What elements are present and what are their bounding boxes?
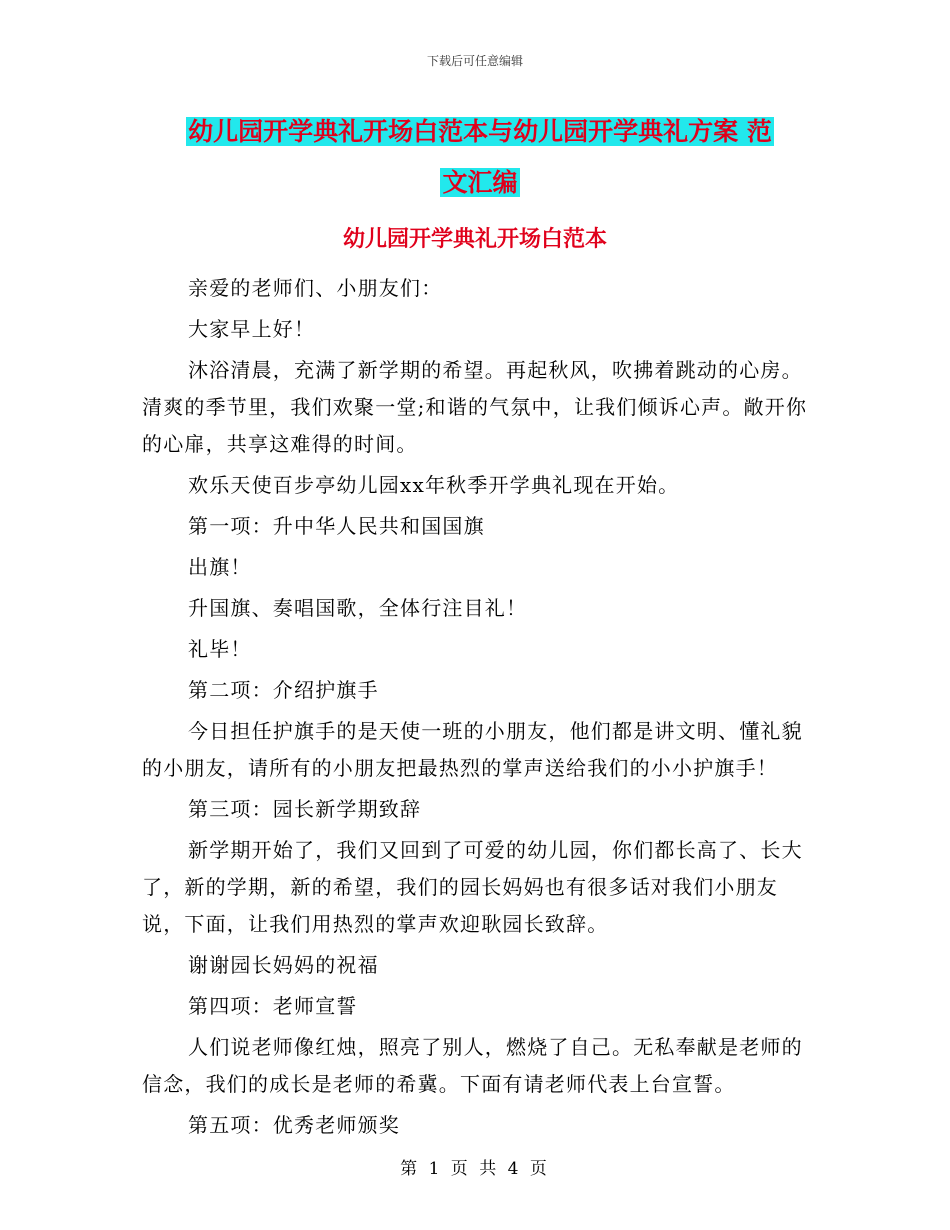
paragraph: 人们说老师像红烛，照亮了别人，燃烧了自己。无私奉献是老师的信念，我们的成长是老师的希冀。下面有请老师代表上台宣誓。 bbox=[142, 1035, 803, 1096]
paragraph: 沐浴清晨，充满了新学期的希望。再起秋风，吹拂着跳动的心房。清爽的季节里，我们欢聚一堂;和谐的气氛中，让我们倾诉心声。敞开你的心扉，共享这难得的时间。 bbox=[142, 358, 808, 456]
body-text bbox=[142, 270, 810, 1148]
paragraph: 礼毕！ bbox=[188, 637, 252, 661]
paragraph: 第五项：优秀老师颁奖 bbox=[188, 1113, 400, 1137]
paragraph: 升国旗、奏唱国歌，全体行注目礼！ bbox=[188, 596, 528, 620]
paragraph: 第一项：升中华人民共和国国旗 bbox=[188, 514, 485, 538]
paragraph: 谢谢园长妈妈的祝福 bbox=[188, 953, 379, 977]
paragraph: 亲爱的老师们、小朋友们： bbox=[188, 276, 443, 300]
paragraph: 欢乐天使百步亭幼儿园xx年秋季开学典礼现在开始。 bbox=[188, 473, 680, 497]
document-title-line-1: 幼儿园开学典礼开场白范本与幼儿园开学典礼方案 范 bbox=[188, 117, 772, 146]
paragraph: 出旗！ bbox=[188, 555, 252, 579]
document-title-line-2: 文汇编 bbox=[442, 168, 518, 197]
page-footer: 第 1 页 共 4 页 bbox=[400, 1159, 550, 1179]
paragraph: 今日担任护旗手的是天使一班的小朋友，他们都是讲文明、懂礼貌的小朋友，请所有的小朋友把最热烈的掌声送给我们的小小护旗手！ bbox=[142, 719, 803, 780]
paragraph: 第三项：园长新学期致辞 bbox=[188, 797, 422, 821]
document-title bbox=[140, 106, 820, 208]
paragraph: 新学期开始了，我们又回到了可爱的幼儿园，你们都长高了、长大了，新的学期，新的希望，我们的园长妈妈也有很多话对我们小朋友说，下面，让我们用热烈的掌声欢迎耿园长致辞。 bbox=[142, 838, 803, 936]
paragraph: 第二项：介绍护旗手 bbox=[188, 678, 379, 702]
header-note: 下载后可任意编辑 bbox=[426, 54, 523, 68]
section-title: 幼儿园开学典礼开场白范本 bbox=[342, 226, 607, 252]
paragraph: 第四项：老师宣誓 bbox=[188, 994, 358, 1018]
paragraph: 大家早上好！ bbox=[188, 317, 316, 341]
